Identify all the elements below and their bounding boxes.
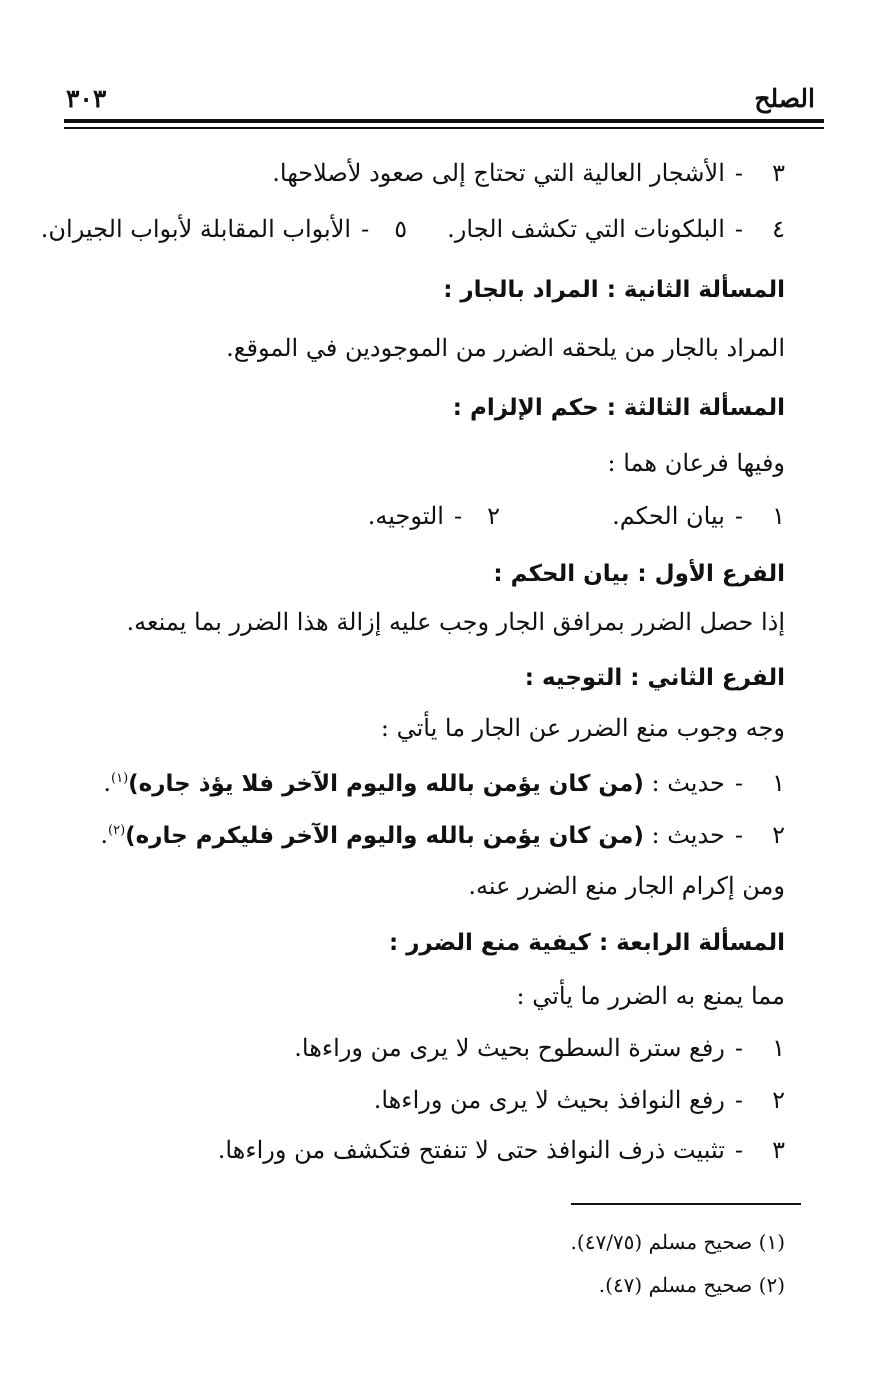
section-heading: المسألة الثالثة : حكم الإلزام : xyxy=(452,395,785,421)
list-item: ٤-البلكونات التي تكشف الجار.٥-الأبواب المقابلة لأبواب الجيران. xyxy=(40,215,785,243)
paragraph: مما يمنع به الضرر ما يأتي : xyxy=(516,982,785,1010)
running-header-title: الصلح xyxy=(754,84,815,113)
list-item: ٣-تثبيت ذرف النوافذ حتى لا تنفتح فتكشف من وراءها. xyxy=(217,1136,785,1164)
section-heading: الفرع الثاني : التوجيه : xyxy=(524,665,785,691)
footnote-ref: (١) xyxy=(111,771,129,786)
header-rule-thin xyxy=(64,127,824,129)
paragraph: وفيها فرعان هما : xyxy=(607,449,785,477)
footnote-rule xyxy=(571,1203,801,1205)
paragraph: المراد بالجار من يلحقه الضرر من الموجودين في الموقع. xyxy=(226,334,785,362)
footnote: (٢) صحيح مسلم (٤٧). xyxy=(598,1273,785,1297)
list-item: ١-حديث : (من كان يؤمن بالله واليوم الآخر فلا يؤذ جاره)$^{(١)}$. xyxy=(103,769,785,797)
list-item: ٢-رفع النوافذ بحيث لا يرى من وراءها. xyxy=(373,1086,785,1114)
section-heading: المسألة الرابعة : كيفية منع الضرر : xyxy=(388,930,785,956)
list-item: ١-رفع سترة السطوح بحيث لا يرى من وراءها. xyxy=(294,1034,785,1062)
list-item: ٣-الأشجار العالية التي تحتاج إلى صعود لأصلاحها. xyxy=(272,159,785,187)
list-item: ١-بيان الحكم.٢-التوجيه. xyxy=(367,502,785,530)
footnote: (١) صحيح مسلم (٤٧/٧٥). xyxy=(570,1230,785,1254)
section-heading: الفرع الأول : بيان الحكم : xyxy=(493,561,785,587)
hadith-quote: (من كان يؤمن بالله واليوم الآخر فلا يؤذ جاره) xyxy=(128,771,644,797)
section-heading: المسألة الثانية : المراد بالجار : xyxy=(443,277,785,303)
list-item: ٢-حديث : (من كان يؤمن بالله واليوم الآخر فليكرم جاره)$^{(٢)}$. xyxy=(100,821,785,849)
paragraph: إذا حصل الضرر بمرافق الجار وجب عليه إزالة هذا الضرر بما يمنعه. xyxy=(126,608,785,636)
footnote-ref: (٢) xyxy=(108,823,126,838)
paragraph: ومن إكرام الجار منع الضرر عنه. xyxy=(468,872,785,900)
hadith-quote: (من كان يؤمن بالله واليوم الآخر فليكرم جاره) xyxy=(125,823,644,849)
paragraph: وجه وجوب منع الضرر عن الجار ما يأتي : xyxy=(380,714,785,742)
page-number: ٣٠٣ xyxy=(66,84,107,113)
header-rule-thick xyxy=(64,119,824,123)
